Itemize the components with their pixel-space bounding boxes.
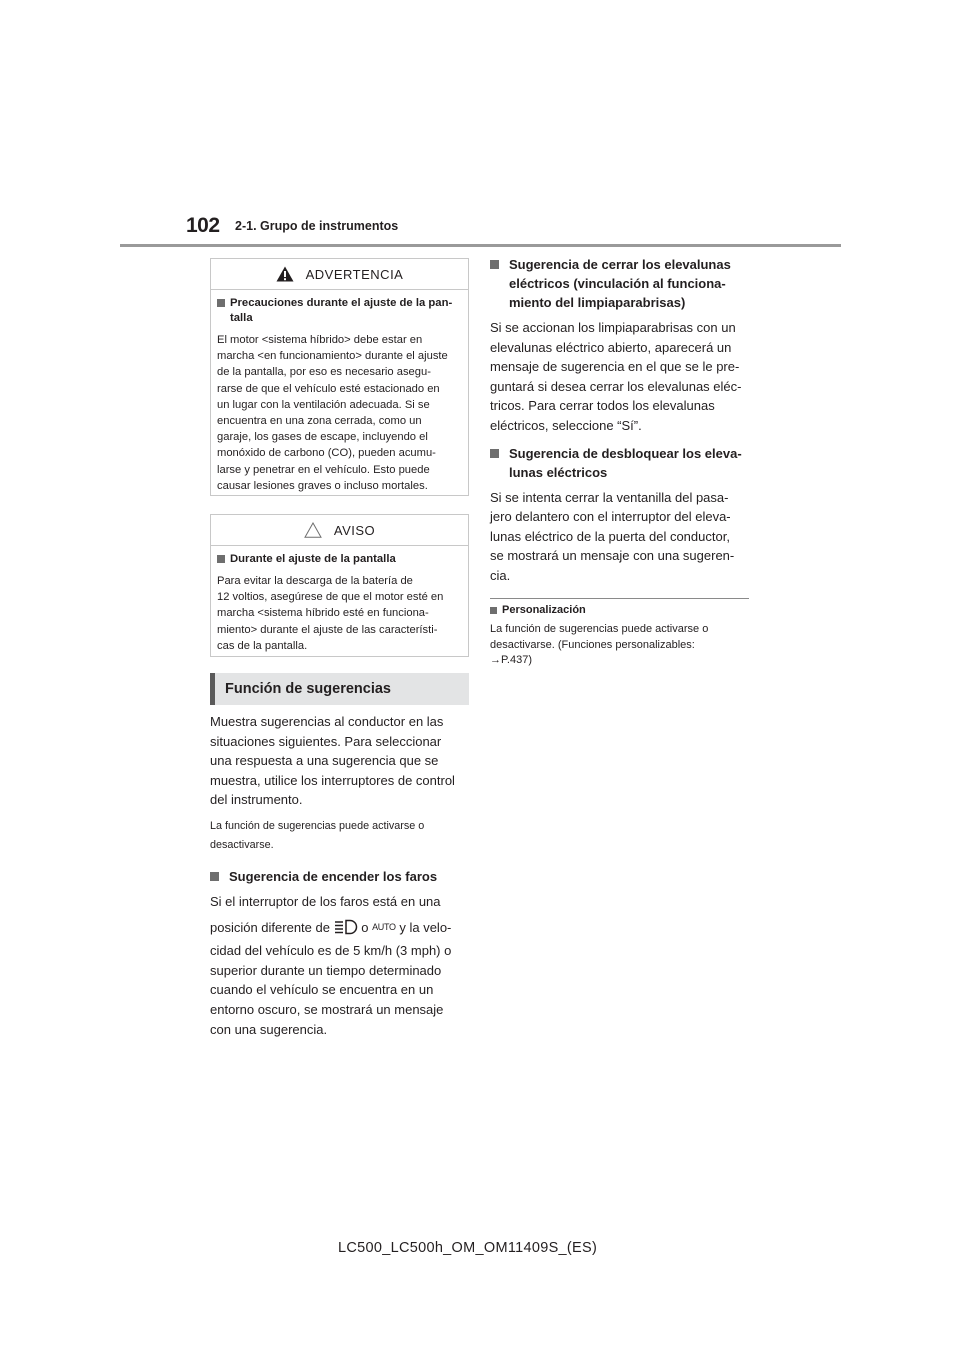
- notice-text: Para evitar la descarga de la batería de 12 voltios, asegúrese de que el motor esté en marcha <sistema híbrido esté en funciona- miento> durante el ajuste de las característi- cas de la pantalla.: [217, 575, 444, 652]
- warning-subheading: [217, 296, 462, 326]
- heading-headlights-text: Sugerencia de encender los faros: [229, 868, 438, 884]
- personalization-block: [490, 603, 752, 669]
- left-column: [210, 712, 472, 1039]
- notice-subheading-text: Durante el ajuste de la pantalla: [230, 553, 396, 565]
- notice-body: [211, 546, 468, 660]
- square-bullet-icon: [490, 607, 497, 614]
- headlights-paragraph: cidad del vehículo es de 5 km/h (3 mph) o superior durante un tiempo determinado cuando el vehículo se encuentra en un entorno oscuro, se mostrará un mensaje con una sugerencia.: [210, 943, 452, 1037]
- section-title: 2-1. Grupo de instrumentos: [235, 219, 399, 233]
- divider-rule: [490, 598, 749, 599]
- close-windows-paragraph: Si se accionan los limpiaparabrisas con un elevalunas eléctrico abierto, aparecerá un mensaje de sugerencia en el que se le pre- guntará si desea cerrar los elevalunas eléc- tricos. Para cerrar todos los elevalunas eléctricos, seleccione “Sí”.: [490, 320, 742, 433]
- notice-triangle-icon: [304, 522, 322, 538]
- intro-note: La función de sugerencias puede activarse o desactivarse.: [210, 819, 425, 851]
- footer-code: LC500_LC500h_OM_OM11409S_(ES): [338, 1240, 598, 1256]
- square-bullet-icon: [210, 872, 219, 881]
- notice-title: AVISO: [333, 522, 376, 538]
- page-number: 102: [186, 214, 220, 237]
- heading-close-windows: [490, 255, 752, 312]
- warning-subheading-text: Precauciones durante el ajuste de la pan- talla: [230, 297, 453, 324]
- unlock-windows-paragraph: Si se intenta cerrar la ventanilla del pasa- jero delantero con el interruptor del eleva- lunas eléctrico de la puerta del conductor, se mostrará un mensaje con una sugeren- cia.: [490, 489, 735, 583]
- headlight-icon: [334, 919, 358, 935]
- notice-subheading: [217, 552, 462, 567]
- header-rule: [120, 244, 841, 247]
- headlights-line-1: Si el interruptor de los faros está en una: [210, 893, 441, 909]
- square-bullet-icon: [490, 260, 499, 269]
- headlights-text-c: y la velo-: [399, 919, 452, 935]
- personalization-heading: [490, 603, 752, 618]
- warning-header: [211, 259, 468, 290]
- section-heading: Función de sugerencias: [225, 681, 391, 697]
- headlights-text-a: posición diferente de: [210, 919, 330, 935]
- square-bullet-icon: [217, 299, 225, 307]
- notice-header: [211, 515, 468, 546]
- right-column: [490, 255, 752, 586]
- square-bullet-icon: [217, 555, 225, 563]
- headlights-line-2: [210, 918, 472, 938]
- section-heading-bar: [210, 673, 469, 705]
- warning-body: [211, 290, 468, 500]
- personalization-heading-text: Personalización: [502, 604, 586, 616]
- square-bullet-icon: [490, 449, 499, 458]
- heading-unlock-windows: [490, 444, 752, 482]
- auto-icon: AUTO: [372, 921, 396, 932]
- warning-title: ADVERTENCIA: [305, 266, 404, 282]
- warning-triangle-icon: [276, 266, 294, 282]
- warning-box: [210, 258, 469, 496]
- heading-headlights: [210, 867, 472, 886]
- heading-close-windows-text: Sugerencia de cerrar los elevalunas eléctricos (vinculación al funciona- miento del limpiaparabrisas): [509, 257, 731, 310]
- heading-unlock-windows-text: Sugerencia de desbloquear los eleva- lunas eléctricos: [509, 445, 742, 480]
- headlights-text-b: o: [361, 919, 369, 935]
- personalization-text: La función de sugerencias puede activarse o desactivarse. (Funciones personalizables: →P.437): [490, 623, 709, 666]
- warning-text: El motor <sistema híbrido> debe estar en marcha <en funcionamiento> durante el ajuste de la pantalla, por eso es necesario asegu- rarse de que el vehículo esté estacionado en un lugar con la ventilación adecuada. Si se encuentra en una zona cerrada, como un garaje, los gases de escape, incluyendo el monóxido de carbono (CO), pueden acumu- larse y penetrar en el vehículo. Esto puede causar lesiones graves o incluso mortales.: [217, 334, 448, 492]
- intro-paragraph: Muestra sugerencias al conductor en las situaciones siguientes. Para seleccionar una respuesta a una sugerencia que se muestra, utilice los interruptores de control del instrumento.: [210, 714, 455, 808]
- notice-box: [210, 514, 469, 657]
